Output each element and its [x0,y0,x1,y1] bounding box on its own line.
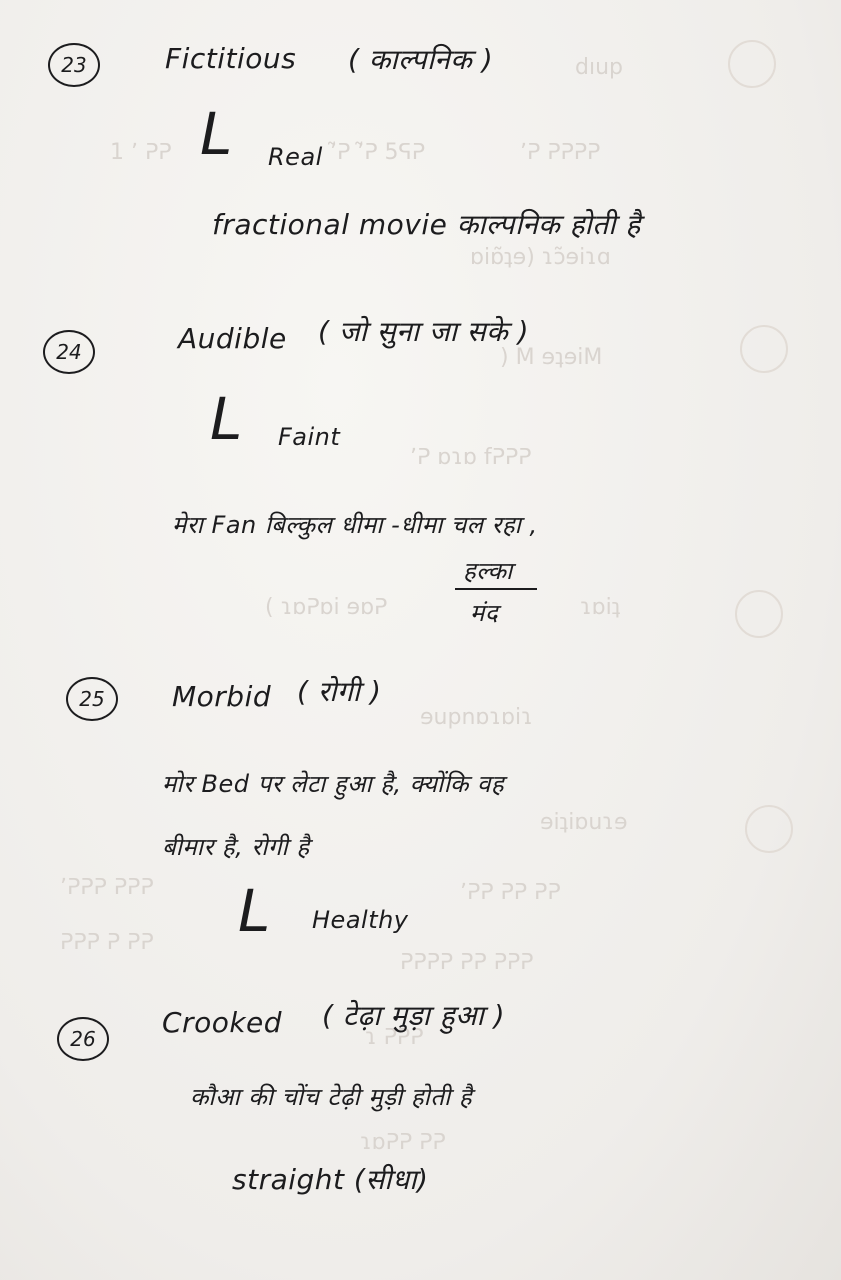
antonym-word: Real [268,143,323,171]
vocab-meaning: ( काल्पनिक ) [348,43,494,76]
bleed-through-text: ʼ̃ᕈ ʼ̃ᕈ 5ᕋᕈ [330,140,426,165]
note-word-top: हल्का [463,557,513,585]
item-number-badge: 23 [48,43,100,87]
bleed-through-text: ʼᕈ ᕈᕈᕈᕈ [520,140,601,165]
item-number-badge: 25 [66,677,118,721]
vocab-meaning: ( टेढ़ा मुड़ा हुआ ) [322,999,506,1032]
vocab-word: Fictitious [165,42,297,75]
bleed-through-circle [745,805,793,853]
item-number-badge: 24 [43,330,95,374]
bleed-through-text: dıup [575,55,623,80]
bleed-through-text: ʼᕈ ɒɿɒ fᕈᕈᕈ [410,445,532,470]
bleed-through-circle [735,590,783,638]
note-word-bottom: मंद [470,599,499,627]
example-sentence: मेरा Fan बिल्कुल धीमा -धीमा चल रहा , [172,511,538,539]
bleed-through-text: ɒiɒ̃ʇɘ) ɿɔ̃ɘiɿɑ [470,245,611,270]
bleed-through-text: ʼᕈᕈ ᕈᕈ ᕈᕈ [460,880,561,905]
item-number-badge: 26 [57,1017,109,1061]
antonym-word: Healthy [312,906,409,934]
example-sentence: कौआ की चोंच टेढ़ी मुड़ी होती है [190,1083,473,1111]
bleed-through-text: ) M ɘʇɘiM [500,345,603,370]
vocab-meaning: ( रोगी ) [297,675,382,708]
bleed-through-text: ( ɿɒᕈɒi ɘɒᕈ [265,595,388,620]
bleed-through-circle [728,40,776,88]
bleed-through-text: ɘiʇiɒuɿɘ [540,810,628,835]
bleed-through-text: ɘupnɒɿɒiɿ [420,705,533,730]
bleed-through-text: ᕈᕈᕈᕈ ᕈᕈ ᕈᕈᕈ [400,950,534,975]
bleed-through-text: ɿ ᕈᕈᕈ [365,1025,424,1050]
antonym-marker: L [238,877,271,945]
antonym-marker: L [200,100,233,168]
bleed-through-text: ʼᕈᕈᕈ ᕈᕈᕈ [60,875,154,900]
note-divider-line [455,588,537,590]
vocab-word: Morbid [172,680,272,713]
bleed-through-text: ᕈᕈᕈ ᕈ ᕈᕈ [60,930,154,955]
antonym-marker: L [210,385,243,453]
bleed-through-circle [740,325,788,373]
vocab-meaning: ( जो सुना जा सके ) [318,315,530,348]
example-sentence-line-2: बीमार है, रोगी है [162,833,310,861]
example-sentence: fractional movie काल्पनिक होती है [212,208,641,241]
bleed-through-text: ɿɒᕈᕈ ᕈᕈ [360,1130,446,1155]
antonym-line: straight (सीधा) [232,1163,429,1196]
antonym-word: Faint [278,423,341,451]
bleed-through-text: ɿɒiʇ [580,595,621,620]
vocab-word: Audible [178,322,287,355]
example-sentence-line-1: मोर Bed पर लेटा हुआ है, क्योंकि वह [162,770,505,798]
vocab-word: Crooked [162,1006,283,1039]
bleed-through-text: 1 ʼ ᕈᕈ [110,140,172,165]
